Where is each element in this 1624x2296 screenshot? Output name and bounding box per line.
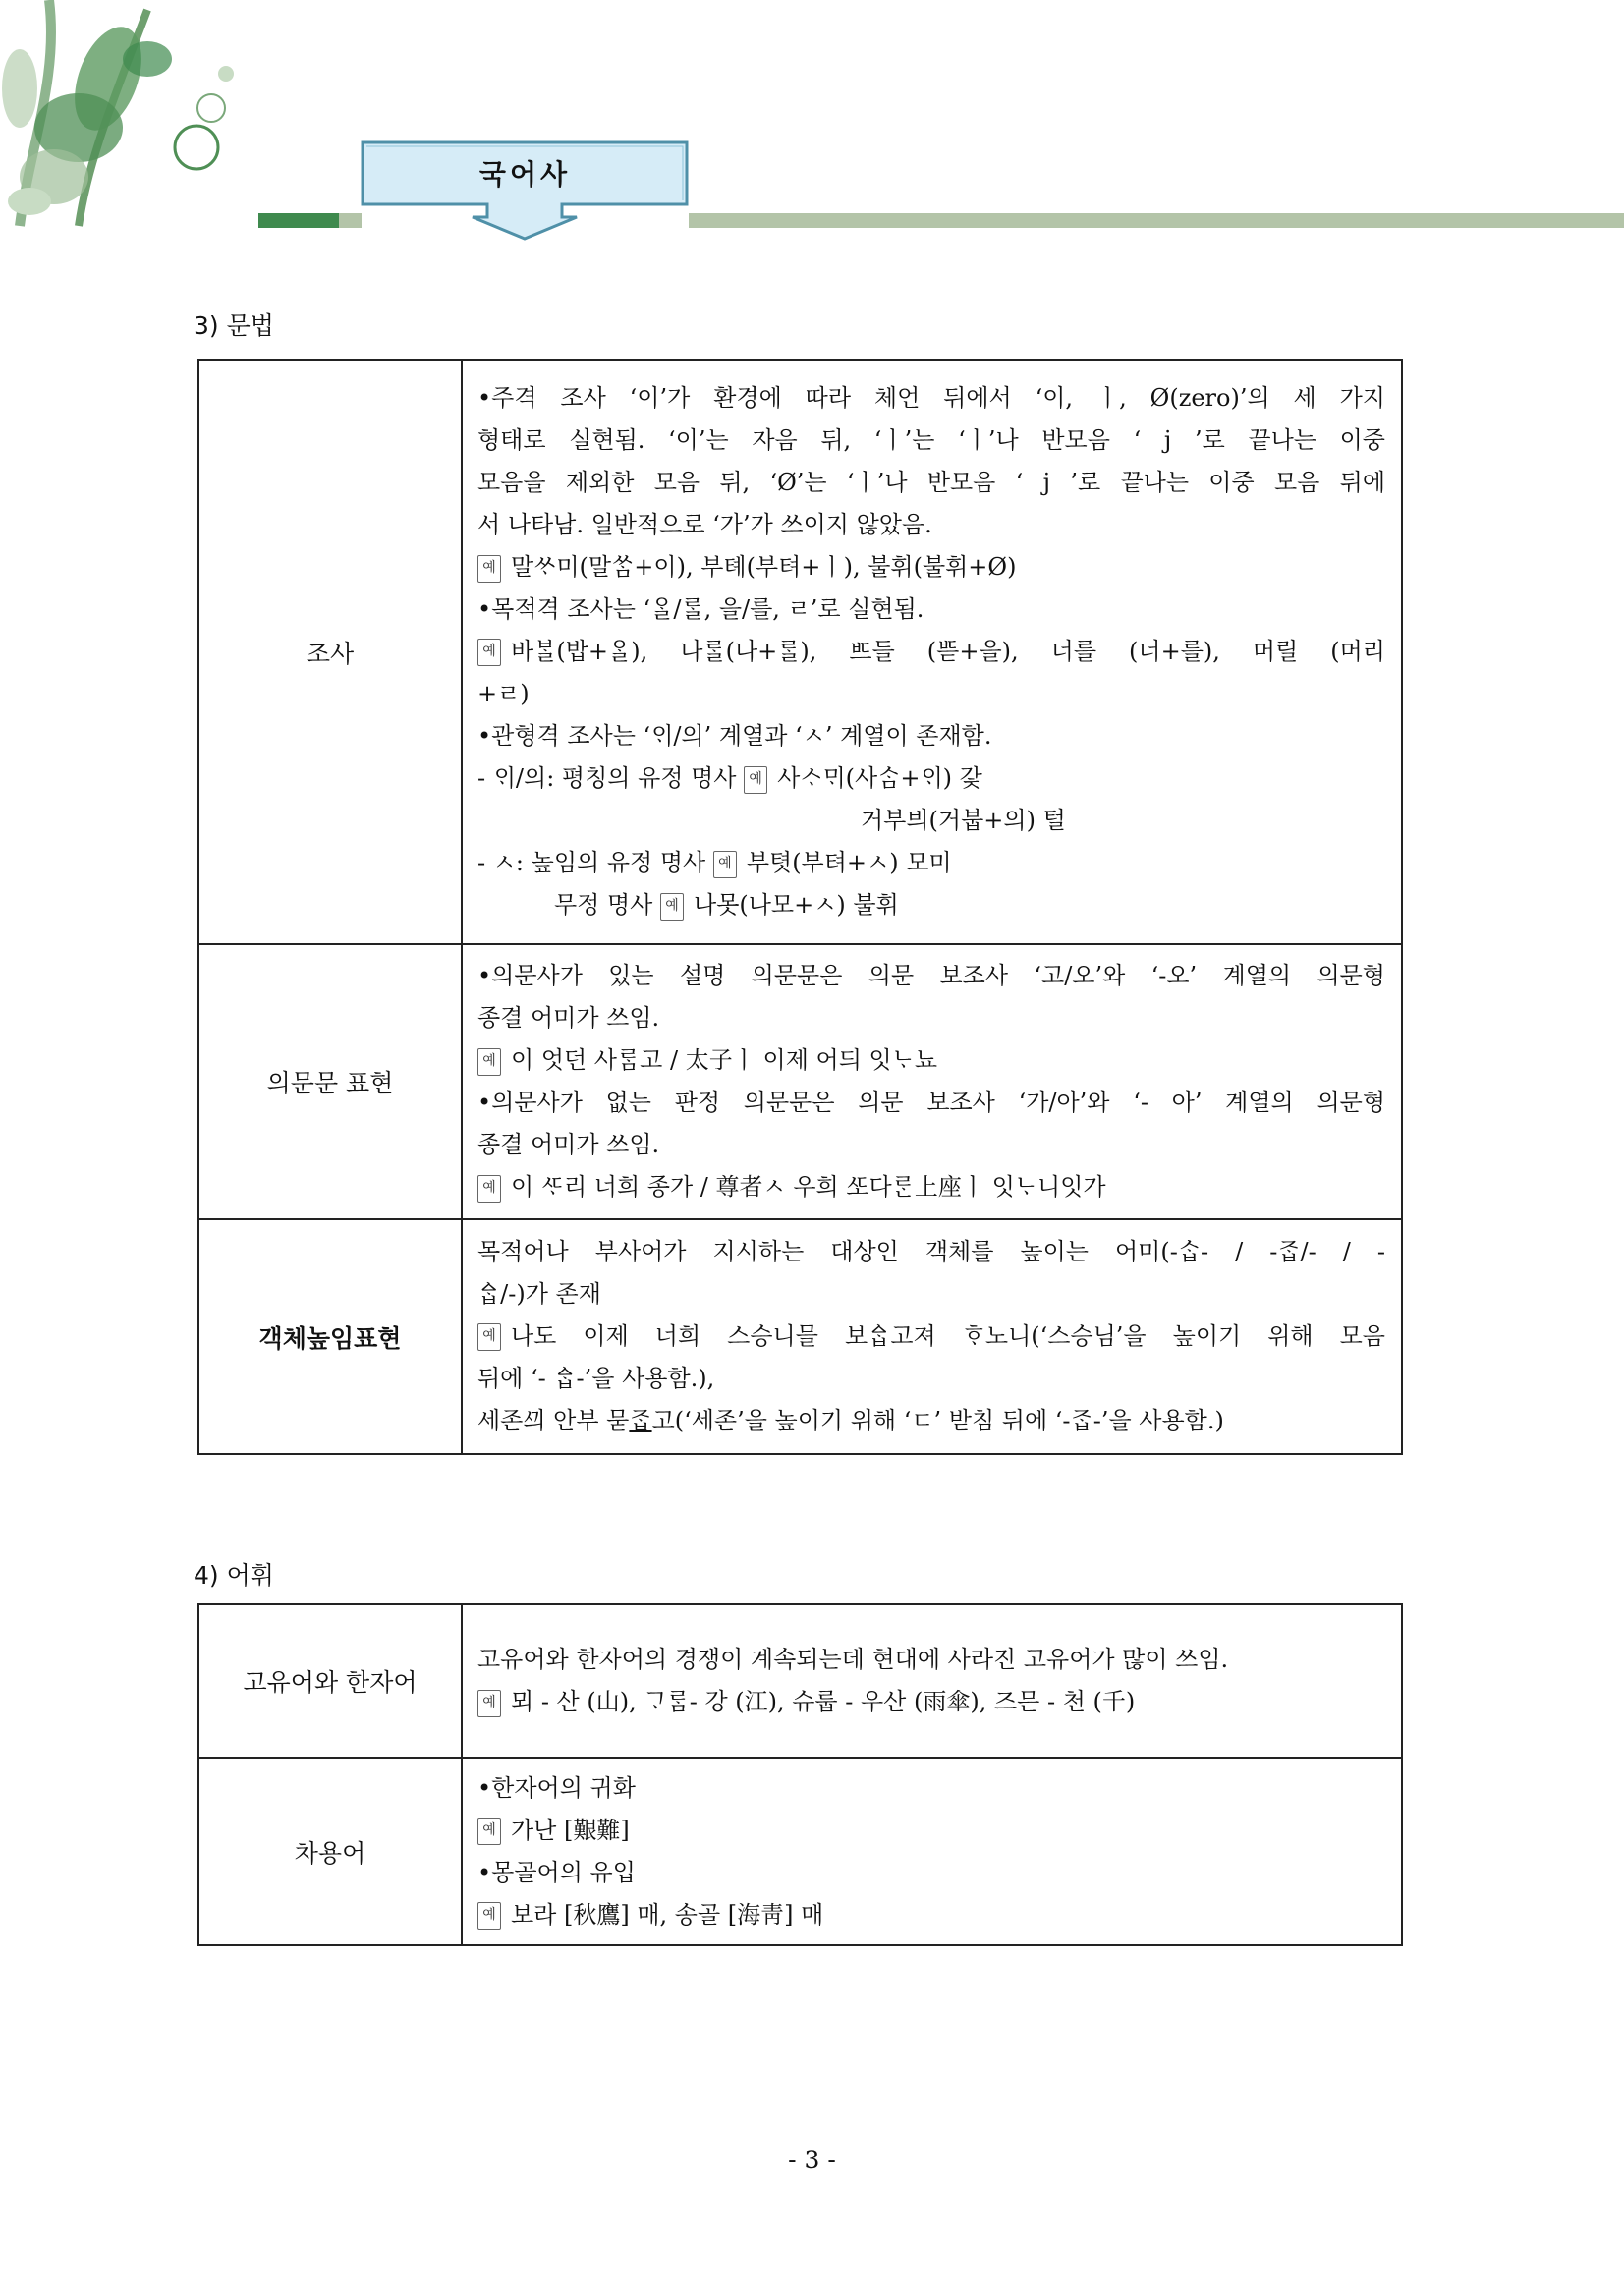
vocabulary-table — [197, 1603, 1403, 1946]
table-row — [198, 944, 1402, 1219]
example-text: 뫼 - 산 (山), ᄀᆞᄅᆞᆷ- 강 (江), 슈룹 - 우산 (雨傘), 즈믄 - 천 (千) — [511, 1688, 1136, 1715]
example-line — [477, 631, 1385, 673]
grammar-table — [197, 359, 1403, 1455]
example-icon: 예 — [744, 766, 767, 794]
example-icon: 예 — [477, 639, 501, 666]
section-heading-grammar: 3) 문법 — [194, 311, 274, 340]
text-line: 거부븨(거붑+의) 털 — [861, 807, 1066, 834]
text-line: •몽골어의 유입 — [477, 1858, 636, 1886]
example-line — [477, 1316, 1385, 1358]
example-line — [477, 1681, 1385, 1723]
row-content — [462, 360, 1402, 944]
example-line — [477, 546, 1385, 588]
row-label: 객체높임표현 — [198, 1219, 462, 1454]
text-segment: - ㅅ: 높임의 유정 명사 — [477, 849, 706, 876]
document-title: 국어사 — [478, 158, 572, 191]
table-row — [198, 1219, 1402, 1454]
example-text: 말ᄊᆞ미(말ᄊᆞᆷ+이), 부톄(부텨+ㅣ), 불휘(불휘+Ø) — [511, 553, 1017, 581]
text-line — [477, 1400, 1385, 1442]
example-line — [477, 1894, 1385, 1936]
text-line: •주격 조사 ‘이’가 환경에 따라 체언 뒤에서 ‘이, ㅣ, Ø(zero)’의 세 가지 — [477, 384, 1385, 412]
text-segment: 무정 명사 — [554, 891, 653, 919]
example-text: 사ᄉᆞᄆᆡ(사ᄉᆞᆷ+ᄋᆡ) 갗 — [777, 764, 982, 792]
example-icon: 예 — [477, 1323, 501, 1351]
example-icon: 예 — [477, 1690, 501, 1717]
text-line: 종결 어미가 쓰임. — [477, 1131, 660, 1158]
row-content — [462, 1758, 1402, 1945]
example-text: 가난 [艱難] — [511, 1816, 630, 1844]
text-line: ᅀᆞᆸ/-)가 존재 — [477, 1280, 601, 1308]
text-line: •관형격 조사는 ‘ᄋᆡ/의’ 계열과 ‘ㅅ’ 계열이 존재함. — [477, 722, 992, 750]
underlined-text: ᄌᆞᆸ — [629, 1407, 652, 1434]
text-line: +ㄹ) — [477, 680, 530, 707]
example-text: 보라 [秋鷹] 매, 송골 [海靑] 매 — [511, 1900, 824, 1929]
text-line: •의문사가 없는 판정 의문문은 의문 보조사 ‘가/아’와 ‘- 아’ 계열의 의문형 — [477, 1089, 1385, 1116]
example-icon: 예 — [477, 1175, 501, 1203]
row-content — [462, 1604, 1402, 1758]
header-bar-long — [689, 213, 1624, 228]
example-icon: 예 — [477, 555, 501, 583]
example-text: 이 엇던 사ᄅᆞᆷ고 / 太子ㅣ 이제 어듸 잇ᄂᆞ뇨 — [511, 1046, 938, 1074]
text-line: 형태로 실현됨. ‘이’는 자음 뒤, ‘ㅣ’는 ‘ㅣ’나 반모음 ‘ j ’로 끝나는 이중 — [477, 426, 1385, 454]
row-content — [462, 944, 1402, 1219]
example-text: 나못(나모+ㅅ) 불휘 — [694, 891, 899, 919]
header-bar-light — [339, 213, 362, 228]
row-content — [462, 1219, 1402, 1454]
example-line — [477, 1039, 1385, 1082]
example-line — [477, 757, 1385, 800]
text-line: 종결 어미가 쓰임. — [477, 1004, 660, 1032]
example-text: 바ᄇᆞᆯ(밥+ᄋᆞᆯ), 나ᄅᆞᆯ(나+ᄅᆞᆯ), ᄠᅳ들 (ᄠᅳᆮ+을), 너를 (너+를), 머릴 (머리 — [511, 638, 1385, 665]
example-line — [477, 1810, 1385, 1852]
example-line — [477, 842, 1385, 884]
example-icon: 예 — [477, 1818, 501, 1845]
section-heading-vocabulary: 4) 어휘 — [194, 1561, 274, 1590]
example-text: 이 ᄯᆞ리 너희 종가 / 尊者ㅅ 우희 ᄯᅩ다ᄅᆞᆫ上座ㅣ 잇ᄂᆞ니잇가 — [511, 1173, 1106, 1201]
text-line: 서 나타남. 일반적으로 ‘가’가 쓰이지 않았음. — [477, 511, 932, 538]
text-line: 모음을 제외한 모음 뒤, ‘Ø’는 ‘ㅣ’나 반모음 ‘ j ’로 끝나는 이중 모음 뒤에 — [477, 469, 1385, 496]
text-line: •의문사가 있는 설명 의문문은 의문 보조사 ‘고/오’와 ‘-오’ 계열의 의문형 — [477, 962, 1385, 989]
text-line: 뒤에 ‘- ᅀᆞᆸ-’을 사용함.), — [477, 1365, 715, 1392]
example-line — [477, 884, 1385, 926]
example-text: 부텻(부텨+ㅅ) 모미 — [746, 849, 952, 876]
example-icon: 예 — [477, 1048, 501, 1076]
row-label: 고유어와 한자어 — [198, 1604, 462, 1758]
table-row — [198, 1758, 1402, 1945]
example-line — [477, 1166, 1385, 1208]
example-icon: 예 — [713, 851, 737, 878]
text-line: •한자어의 귀화 — [477, 1773, 636, 1802]
example-text: 나도 이제 너희 스승니믈 보ᅀᆞᆸ고져 ᄒᆞ노니(‘스승님’을 높이기 위해 모음 — [511, 1322, 1385, 1350]
row-label: 의문문 표현 — [198, 944, 462, 1219]
text-line: •목적격 조사는 ‘ᄋᆞᆯ/ᄅᆞᆯ, 을/를, ㄹ’로 실현됨. — [477, 595, 924, 623]
example-icon: 예 — [477, 1902, 501, 1930]
header-bar-dark — [258, 213, 339, 228]
table-row — [198, 1604, 1402, 1758]
floral-decoration — [0, 0, 257, 230]
table-row — [198, 360, 1402, 944]
text-line: 목적어나 부사어가 지시하는 대상인 객체를 높이는 어미(-ᄉᆞᆸ- / -ᄌᆞᆸ/- / - — [477, 1238, 1385, 1265]
text-segment: - ᄋᆡ/의: 평칭의 유정 명사 — [477, 764, 737, 792]
row-label: 차용어 — [198, 1758, 462, 1945]
example-icon: 예 — [660, 893, 684, 921]
text-segment: 고(‘세존’을 높이기 위해 ‘ㄷ’ 받침 뒤에 ‘-ᄌᆞᆸ-’을 사용함.) — [651, 1407, 1224, 1434]
text-segment: 세존ᄭᅴ 안부 묻 — [477, 1407, 630, 1434]
text-line: 고유어와 한자어의 경쟁이 계속되는데 현대에 사라진 고유어가 많이 쓰임. — [477, 1646, 1229, 1673]
page-number: - 3 - — [788, 2146, 836, 2174]
row-label: 조사 — [198, 360, 462, 944]
